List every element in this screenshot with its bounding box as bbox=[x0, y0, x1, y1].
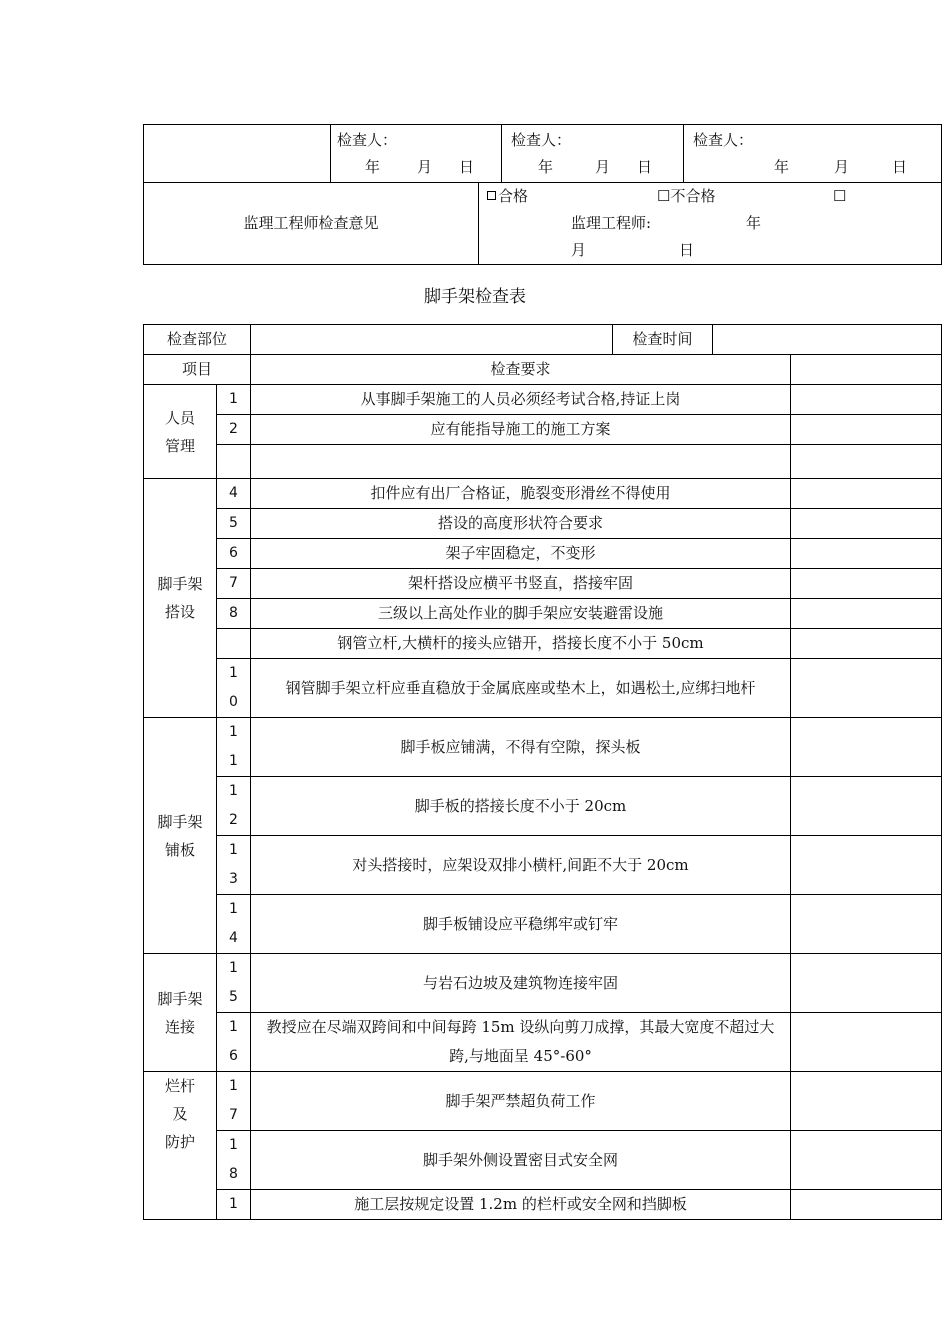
result-cell[interactable] bbox=[791, 415, 942, 445]
result-cell[interactable] bbox=[791, 385, 942, 415]
fail-checkbox[interactable]: ☐ bbox=[657, 187, 671, 205]
day-label: 日 bbox=[892, 157, 908, 176]
result-cell[interactable] bbox=[791, 509, 942, 539]
fail-option-label: 不合格 bbox=[670, 187, 716, 205]
day-label: 日 bbox=[637, 157, 653, 176]
sign-month-label: 月 bbox=[571, 241, 587, 259]
row-number: 1 7 bbox=[217, 1072, 251, 1131]
row-number: 1 bbox=[217, 1190, 251, 1220]
requirement-text: 扣件应有出厂合格证，脆裂变形滑丝不得使用 bbox=[251, 479, 791, 509]
row-number: 1 6 bbox=[217, 1013, 251, 1072]
result-cell[interactable] bbox=[791, 1131, 942, 1190]
category-railing: 烂杆 及 防护 bbox=[144, 1072, 217, 1220]
month-label: 月 bbox=[417, 157, 433, 176]
row-number: 1 4 bbox=[217, 895, 251, 954]
row-number bbox=[217, 629, 251, 659]
row-number: 7 bbox=[217, 569, 251, 599]
row-number: 1 3 bbox=[217, 836, 251, 895]
inspector-cell-2 bbox=[502, 125, 684, 183]
row-number: 1 5 bbox=[217, 954, 251, 1013]
month-label: 月 bbox=[595, 157, 611, 176]
requirement-text: 三级以上高处作业的脚手架应安装避雷设施 bbox=[251, 599, 791, 629]
year-label: 年 bbox=[365, 157, 381, 176]
result-cell[interactable] bbox=[791, 599, 942, 629]
category-personnel: 人员 管理 bbox=[144, 385, 217, 479]
sign-day-label: 日 bbox=[679, 241, 695, 259]
requirement-text: 施工层按规定设置 1.2m 的栏杆或安全网和挡脚板 bbox=[251, 1190, 791, 1220]
result-cell[interactable] bbox=[791, 777, 942, 836]
requirement-text: 与岩石边坡及建筑物连接牢固 bbox=[251, 954, 791, 1013]
location-value[interactable] bbox=[251, 325, 613, 355]
requirement-text: 架子牢固稳定，不变形 bbox=[251, 539, 791, 569]
location-label: 检查部位 bbox=[144, 325, 251, 355]
signature-table bbox=[143, 124, 942, 265]
result-cell[interactable] bbox=[791, 539, 942, 569]
requirement-text: 脚手板铺设应平稳绑牢或钉牢 bbox=[251, 895, 791, 954]
row-number: 8 bbox=[217, 599, 251, 629]
requirement-text: 对头搭接时，应架设双排小横杆,间距不大于 20cm bbox=[251, 836, 791, 895]
result-cell[interactable] bbox=[791, 569, 942, 599]
category-connection: 脚手架 连接 bbox=[144, 954, 217, 1072]
result-cell[interactable] bbox=[791, 954, 942, 1013]
result-header bbox=[791, 355, 942, 385]
month-label: 月 bbox=[834, 157, 850, 176]
row-number: 1 bbox=[217, 385, 251, 415]
page-title: 脚手架检查表 bbox=[424, 287, 526, 307]
row-number: 1 0 bbox=[217, 659, 251, 718]
other-checkbox[interactable]: ☐ bbox=[833, 187, 847, 205]
pass-checkbox[interactable] bbox=[487, 191, 496, 200]
requirement-text: 脚手板应铺满，不得有空隙，探头板 bbox=[251, 718, 791, 777]
time-label: 检查时间 bbox=[613, 325, 713, 355]
inspector-label: 检查人： bbox=[693, 130, 754, 149]
supervisor-opinion-cell bbox=[479, 183, 942, 265]
row-number: 1 2 bbox=[217, 777, 251, 836]
result-cell[interactable] bbox=[791, 659, 942, 718]
supervisor-opinion-label: 监理工程师检查意见 bbox=[144, 183, 479, 265]
requirement-text bbox=[251, 445, 791, 479]
requirement-text: 从事脚手架施工的人员必须经考试合格,持证上岗 bbox=[251, 385, 791, 415]
row-number: 5 bbox=[217, 509, 251, 539]
row-number: 2 bbox=[217, 415, 251, 445]
result-cell[interactable] bbox=[791, 1013, 942, 1072]
row-number: 1 8 bbox=[217, 1131, 251, 1190]
inspector-cell-3 bbox=[684, 125, 942, 183]
time-value[interactable] bbox=[713, 325, 942, 355]
row-number: 1 1 bbox=[217, 718, 251, 777]
inspector-label: 检查人： bbox=[511, 130, 572, 149]
requirement-text: 搭设的高度形状符合要求 bbox=[251, 509, 791, 539]
result-cell[interactable] bbox=[791, 629, 942, 659]
requirement-text: 脚手架严禁超负荷工作 bbox=[251, 1072, 791, 1131]
result-cell[interactable] bbox=[791, 1190, 942, 1220]
year-label: 年 bbox=[538, 157, 554, 176]
inspection-table bbox=[143, 324, 942, 1220]
requirement-text: 钢管脚手架立杆应垂直稳放于金属底座或垫木上，如遇松土,应绑扫地杆 bbox=[251, 659, 791, 718]
row-number: 6 bbox=[217, 539, 251, 569]
requirement-text: 钢管立杆,大横杆的接头应错开，搭接长度不小于 50cm bbox=[251, 629, 791, 659]
blank-cell bbox=[144, 125, 331, 183]
result-cell[interactable] bbox=[791, 479, 942, 509]
inspector-cell-1 bbox=[331, 125, 502, 183]
result-cell[interactable] bbox=[791, 1072, 942, 1131]
result-cell[interactable] bbox=[791, 836, 942, 895]
requirement-text: 脚手板的搭接长度不小于 20cm bbox=[251, 777, 791, 836]
requirement-text: 应有能指导施工的施工方案 bbox=[251, 415, 791, 445]
requirement-text: 脚手架外侧设置密目式安全网 bbox=[251, 1131, 791, 1190]
year-label: 年 bbox=[774, 157, 790, 176]
inspector-label: 检查人： bbox=[337, 130, 398, 149]
item-header: 项目 bbox=[144, 355, 251, 385]
requirement-text: 架杆搭设应横平书竖直，搭接牢固 bbox=[251, 569, 791, 599]
result-cell[interactable] bbox=[791, 718, 942, 777]
category-erection: 脚手架 搭设 bbox=[144, 479, 217, 718]
day-label: 日 bbox=[459, 157, 475, 176]
row-number: 4 bbox=[217, 479, 251, 509]
requirement-text: 教授应在尽端双跨间和中间每跨 15m 设纵向剪刀成撑，其最大宽度不超过大跨,与地面呈 45°-60° bbox=[251, 1013, 791, 1072]
category-planking: 脚手架 铺板 bbox=[144, 718, 217, 954]
supervisor-sign-label: 监理工程师: bbox=[571, 214, 652, 232]
result-cell[interactable] bbox=[791, 445, 942, 479]
pass-option-label: 合格 bbox=[498, 187, 529, 205]
row-number bbox=[217, 445, 251, 479]
sign-year-label: 年 bbox=[746, 214, 762, 232]
result-cell[interactable] bbox=[791, 895, 942, 954]
requirement-header: 检查要求 bbox=[251, 355, 791, 385]
